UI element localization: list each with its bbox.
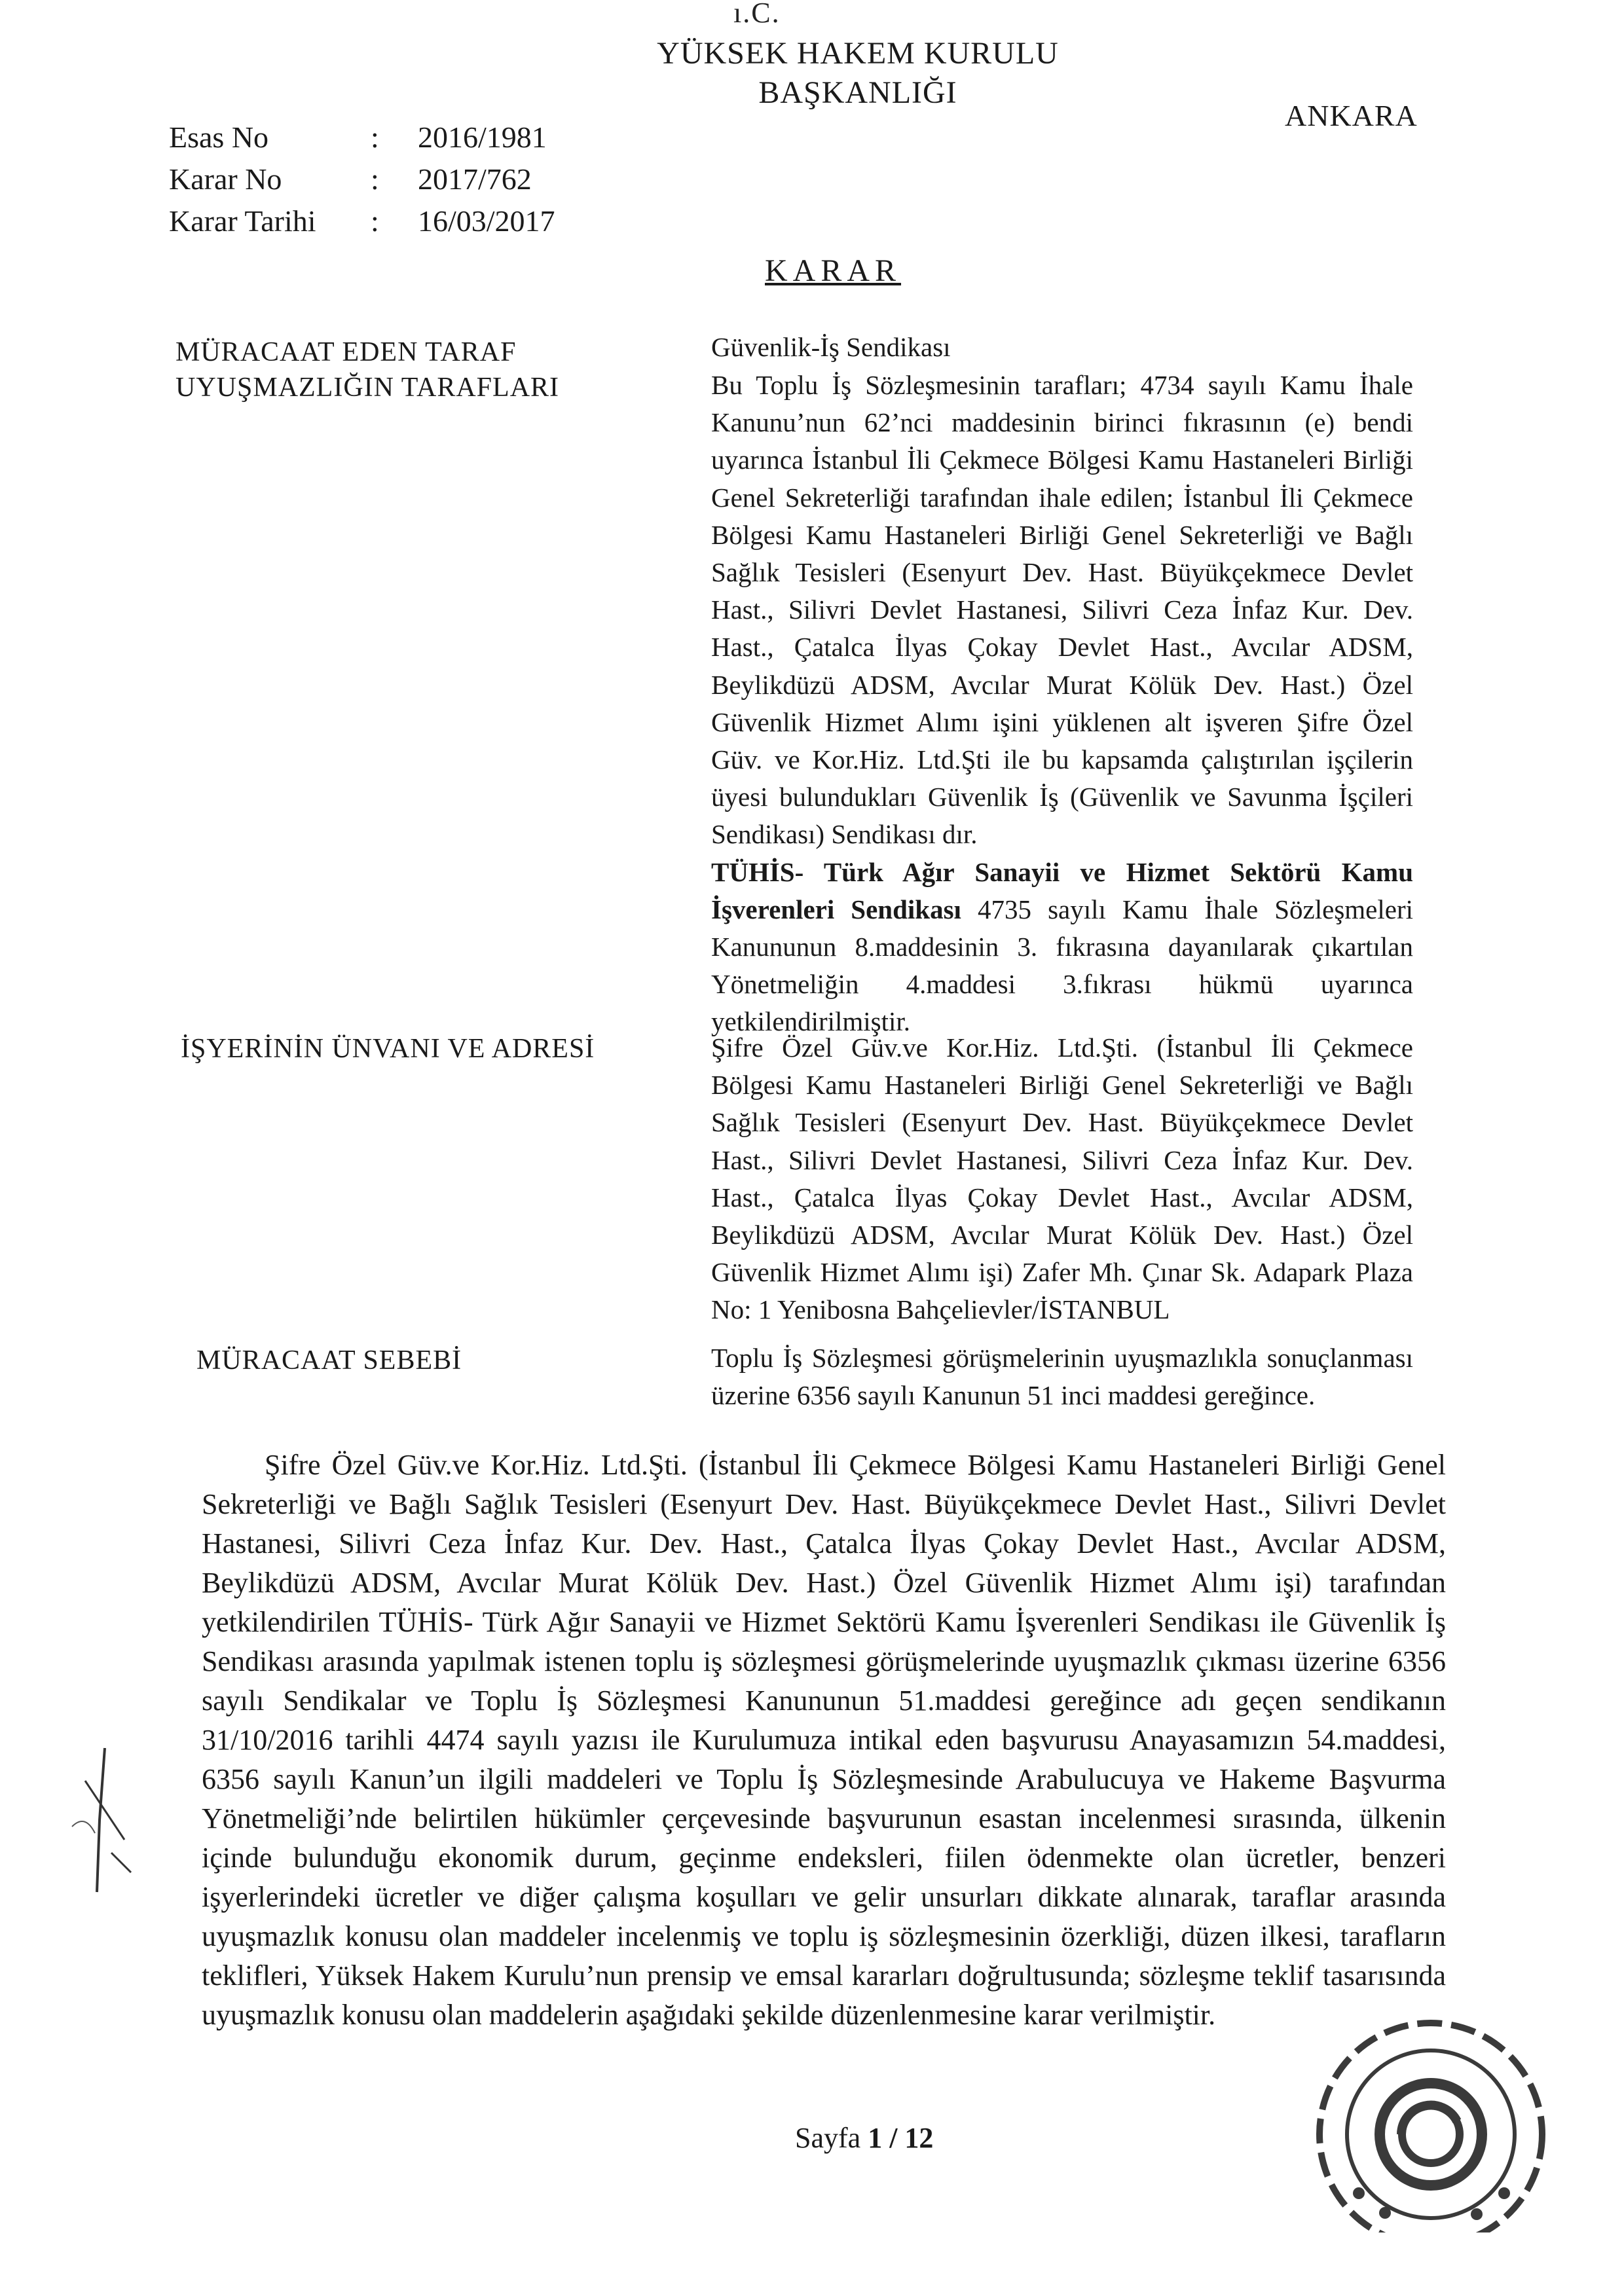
applicant-label: MÜRACAAT EDEN TARAF: [175, 337, 517, 367]
meta-label: Karar No: [169, 162, 282, 196]
reason-text: [711, 1339, 1413, 1414]
meta-row-tarih: [169, 200, 555, 242]
meta-row-karar: [169, 158, 555, 200]
page-indicator: [795, 2121, 933, 2155]
decision-heading: KARAR: [765, 253, 902, 288]
meta-colon: :: [371, 204, 379, 238]
official-seal-icon: [1261, 1971, 1549, 2232]
page-current: 1: [868, 2122, 883, 2154]
page-total: 12: [904, 2122, 934, 2154]
meta-colon: :: [371, 120, 379, 154]
meta-value: 2016/1981: [418, 120, 547, 154]
meta-colon: :: [371, 162, 379, 196]
header-fragment: ı.C.: [733, 0, 781, 29]
parties-paragraph-1: Bu Toplu İş Sözleşmesinin tarafları; 4734 sayılı Kamu İhale Kanunu’nun 62’nci maddesinin birinci fıkrasının (e) bendi uyarınca İstanbul İli Çekmece Bölgesi Kamu Hastaneleri Birliği Genel Sekreterliği tarafından ihale edilen; İstanbul İli Çekmece Bölgesi Kamu Hastaneleri Birliği Genel Sekreterliği ve Bağlı Sağlık Tesisleri (Esenyurt Dev. Hast. Büyükçekmece Devlet Hast., Silivri Devlet Hastanesi, Silivri Ceza İnfaz Kur. Dev. Hast., Çatalca İlyas Çokay Devlet Hast., Avcılar ADSM, Beylikdüzü ADSM, Avcılar Murat Kölük Dev. Hast.) Özel Güvenlik Hizmet Alımı işini yüklenen alt işveren Şifre Özel Güv. ve Kor.Hiz. Ltd.Şti ile bu kapsamda çalıştırılan işçilerin üyesi bulundukları Güvenlik İş (Güvenlik ve Savunma İşçileri Sendikası) Sendikası dır.: [711, 370, 1413, 850]
reason-paragraph: Toplu İş Sözleşmesi görüşmelerinin uyuşmazlıkla sonuçlanması üzerine 6356 sayılı Kanunun 51 inci maddesi gereğince.: [711, 1343, 1413, 1411]
page-prefix: Sayfa: [795, 2122, 868, 2154]
page-separator: /: [882, 2122, 905, 2154]
meta-value: 2017/762: [418, 162, 532, 196]
case-meta: [169, 117, 555, 242]
parties-paragraph-2-rest: 4735 sayılı Kamu İhale Sözleşmeleri Kanununun 8.maddesinin 3. fıkrasına dayanılarak çıkartılan Yönetmeliğin 4.maddesi 3.fıkrası hükmü uyarınca yetkilendirilmiştir.: [711, 894, 1413, 1037]
meta-row-esas: [169, 117, 555, 158]
signature-mark-icon: [59, 1741, 138, 1905]
body-paragraph: Şifre Özel Güv.ve Kor.Hiz. Ltd.Şti. (İstanbul İli Çekmece Bölgesi Kamu Hastaneleri Birliği Genel Sekreterliği ve Bağlı Sağlık Tesisleri (Esenyurt Dev. Hast. Büyükçekmece Devlet Hast., Silivri Devlet Hastanesi, Silivri Ceza İnfaz Kur. Dev. Hast., Çatalca İlyas Çokay Devlet Hast., Avcılar ADSM, Beylikdüzü ADSM, Avcılar Murat Kölük Dev. Hast.) Özel Güvenlik Hizmet Alımı işi) tarafından yetkilendirilen TÜHİS- Türk Ağır Sanayii ve Hizmet Sektörü Kamu İşverenleri Sendikası ile Güvenlik İş Sendikası arasında yapılmak istenen toplu iş sözleşmesi görüşmelerinde uyuşmazlık çıkması üzerine 6356 sayılı Sendikalar ve Toplu İş Sözleşmesi Kanununun 51.maddesi gereğince adı geçen sendikanın 31/10/2016 tarihli 4474 sayılı yazısı ile Kurulumuza intikal eden başvurusu Anayasamızın 54.maddesi, 6356 sayılı Kanun’un ilgili maddeleri ve Toplu İş Sözleşmesinde Arabulucuya ve Hakeme Başvurma Yönetmeliği’nde belirtilen hükümler çerçevesinde başvurunun esastan incelenmesi sırasında, ülkenin içinde bulunduğu ekonomik durum, geçinme endeksleri, fiilen ödenmekte olan ücretler, benzeri işyerlerindeki ücretler ve diğer çalışma koşulları ve gelir unsurları dikkate alınarak, taraflar arasında uyuşmazlık konusu olan maddeler incelenmiş ve toplu iş sözleşmesinin özerkliği, düzen ilkesi, tarafların teklifleri, Yüksek Hakem Kurulu’nun prensip ve emsal kararları doğrultusunda; sözleşme teklif tasarısında uyuşmazlık konusu olan maddelerin aşağıdaki şekilde düzenlenmesine karar verilmiştir.: [202, 1449, 1446, 2031]
institution-title-line2: BAŞKANLIĞI: [758, 75, 957, 110]
workplace-text: [711, 1029, 1413, 1329]
decision-body: [202, 1446, 1446, 2035]
parties-label: UYUŞMAZLIĞIN TARAFLARI: [175, 373, 560, 403]
meta-label: Esas No: [169, 120, 269, 154]
employer-union-name: TÜHİS- Türk Ağır Sanayii ve Hizmet Sektörü Kamu İşverenleri Sendikası: [711, 856, 1413, 924]
reason-label: MÜRACAAT SEBEBİ: [196, 1345, 462, 1376]
parties-paragraph-2: [711, 854, 1413, 1041]
city-label: ANKARA: [1285, 99, 1418, 132]
meta-label: Karar Tarihi: [169, 204, 316, 238]
meta-value: 16/03/2017: [418, 204, 555, 238]
institution-title: [563, 34, 1153, 113]
workplace-paragraph: Şifre Özel Güv.ve Kor.Hiz. Ltd.Şti. (İstanbul İli Çekmece Bölgesi Kamu Hastaneleri Birliği Genel Sekreterliği ve Bağlı Sağlık Tesisleri (Esenyurt Dev. Hast. Büyükçekmece Devlet Hast., Silivri Devlet Hastanesi, Silivri Ceza İnfaz Kur. Dev. Hast., Çatalca İlyas Çokay Devlet Hast., Avcılar ADSM, Beylikdüzü ADSM, Avcılar Murat Kölük Dev. Hast.) Özel Güvenlik Hizmet Alımı işi) Zafer Mh. Çınar Sk. Adapark Plaza No: 1 Yenibosna Bahçelievler/İSTANBUL: [711, 1032, 1413, 1325]
parties-text: [711, 367, 1413, 1041]
institution-title-line1: YÜKSEK HAKEM KURULU: [657, 36, 1059, 71]
applicant-value: Güvenlik-İş Sendikası: [711, 332, 951, 362]
workplace-label: İŞYERİNİN ÜNVANI VE ADRESİ: [181, 1034, 595, 1064]
